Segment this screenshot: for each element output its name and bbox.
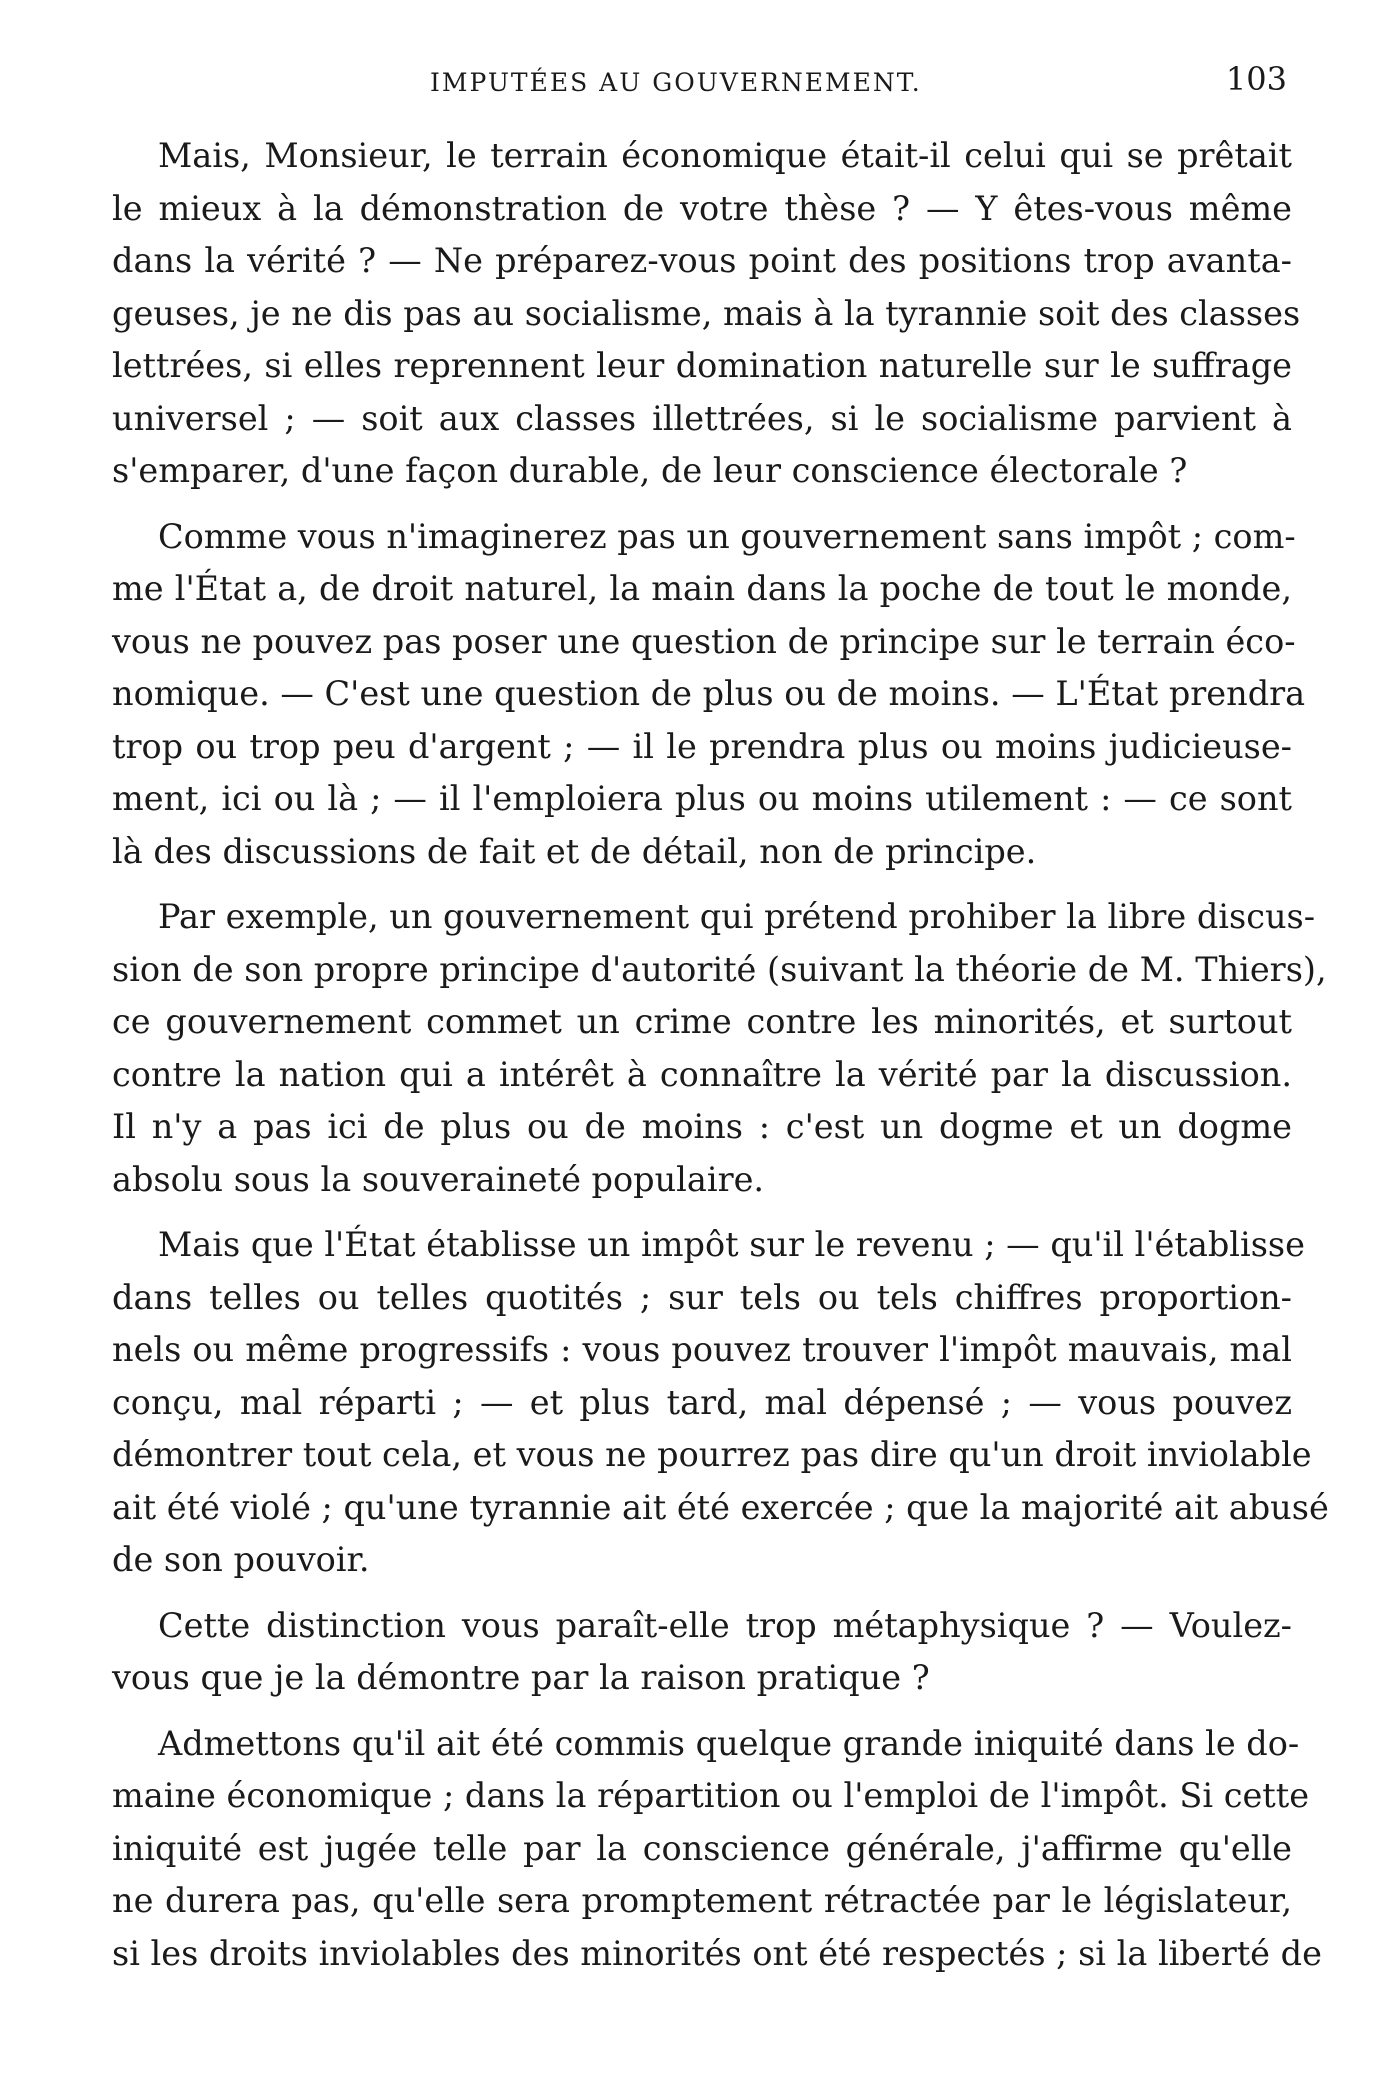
text-line: ce gouvernement commet un crime contre les minorités, et surtout <box>112 1002 1292 1041</box>
text-line: Il n'y a pas ici de plus ou de moins : c'est un dogme et un dogme <box>112 1107 1292 1146</box>
text-line: universel ; — soit aux classes illettrées, si le socialisme parvient à <box>112 398 1292 438</box>
text-line: Mais, Monsieur, le terrain économique était-il celui qui se prêtait <box>158 136 1292 175</box>
text-line: contre la nation qui a intérêt à connaître la vérité par la discussion. <box>112 1054 1292 1094</box>
text-line: lettrées, si elles reprennent leur domination naturelle sur le suffrage <box>112 346 1292 385</box>
paragraph <box>112 1219 1329 1587</box>
text-line: vous ne pouvez pas poser une question de principe sur le terrain éco- <box>112 621 1296 661</box>
text-line: de son pouvoir. <box>112 1540 370 1579</box>
text-line: nels ou même progressifs : vous pouvez trouver l'impôt mauvais, mal <box>112 1330 1292 1369</box>
paragraph <box>112 511 1306 879</box>
text-line: me l'État a, de droit naturel, la main dans la poche de tout le monde, <box>112 569 1292 608</box>
page-number: 103 <box>1225 60 1287 98</box>
text-line: maine économique ; dans la répartition ou l'emploi de l'impôt. Si cette <box>112 1776 1310 1815</box>
text-line: démontrer tout cela, et vous ne pourrez pas dire qu'un droit inviolable <box>112 1435 1312 1474</box>
text-line: si les droits inviolables des minorités ont été respectés ; si la liberté de <box>112 1933 1322 1973</box>
text-line: vous que je la démontre par la raison pratique ? <box>112 1658 930 1697</box>
text-line: dans la vérité ? — Ne préparez-vous point des positions trop avanta- <box>112 241 1292 280</box>
text-line: absolu sous la souveraineté populaire. <box>112 1159 765 1199</box>
text-line: Par exemple, un gouvernement qui prétend prohiber la libre discus- <box>158 897 1316 936</box>
paragraph <box>112 1600 1292 1705</box>
text-line: ait été violé ; qu'une tyrannie ait été exercée ; que la majorité ait abusé <box>112 1487 1329 1527</box>
paragraph <box>112 891 1327 1206</box>
text-line: sion de son propre principe d'autorité (suivant la théorie de M. Thiers), <box>112 949 1327 989</box>
text-line: ne durera pas, qu'elle sera promptement rétractée par le législateur, <box>112 1881 1292 1920</box>
body-text <box>112 130 1329 1980</box>
text-line: iniquité est jugée telle par la conscience générale, j'affirme qu'elle <box>112 1828 1292 1868</box>
text-line: geuses, je ne dis pas au socialisme, mais à la tyrannie soit des classes <box>112 293 1301 333</box>
running-head-title: IMPUTÉES AU GOUVERNEMENT. <box>430 68 922 97</box>
text-line: ment, ici ou là ; — il l'emploiera plus ou moins utilement : — ce sont <box>112 779 1292 818</box>
text-line: nomique. — C'est une question de plus ou de moins. — L'État prendra <box>112 674 1306 713</box>
text-line: s'emparer, d'une façon durable, de leur conscience électorale ? <box>112 451 1188 490</box>
text-line: dans telles ou telles quotités ; sur tels ou tels chiffres proportion- <box>112 1277 1292 1317</box>
text-line: Admettons qu'il ait été commis quelque grande iniquité dans le do- <box>158 1723 1300 1763</box>
paragraph <box>112 130 1301 498</box>
text-line: Comme vous n'imaginerez pas un gouvernement sans impôt ; com- <box>158 516 1296 556</box>
paragraph <box>112 1718 1322 1981</box>
text-line: là des discussions de fait et de détail, non de principe. <box>112 831 1037 871</box>
text-line: Mais que l'État établisse un impôt sur le revenu ; — qu'il l'établisse <box>158 1225 1305 1264</box>
text-line: trop ou trop peu d'argent ; — il le prendra plus ou moins judicieuse- <box>112 726 1292 766</box>
text-line: conçu, mal réparti ; — et plus tard, mal dépensé ; — vous pouvez <box>112 1382 1292 1422</box>
text-line: Cette distinction vous paraît-elle trop métaphysique ? — Voulez- <box>158 1605 1292 1645</box>
text-line: le mieux à la démonstration de votre thèse ? — Y êtes-vous même <box>112 188 1292 228</box>
